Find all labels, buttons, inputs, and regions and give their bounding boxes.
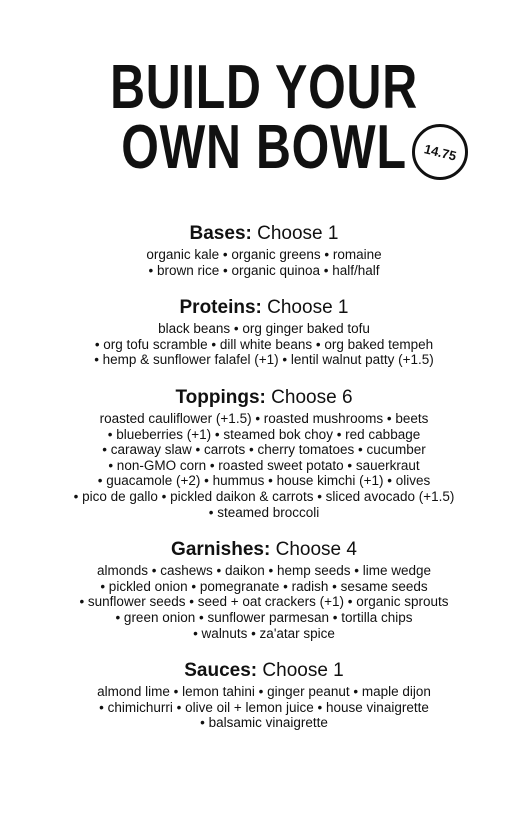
menu-section bbox=[0, 386, 528, 520]
section-label: Toppings: bbox=[175, 386, 266, 408]
menu-section bbox=[0, 659, 528, 731]
price-text: 14.75 bbox=[422, 140, 458, 164]
section-heading bbox=[0, 296, 528, 319]
section-choose-count: Choose 1 bbox=[257, 223, 339, 244]
price-badge bbox=[412, 124, 468, 180]
section-choose-count: Choose 4 bbox=[275, 539, 357, 561]
section-option-line: roasted cauliflower (+1.5) • roasted mushrooms • beets bbox=[99, 410, 429, 426]
section-heading bbox=[0, 659, 528, 682]
section-option-line: • hemp & sunflower falafel (+1) • lentil walnut patty (+1.5) bbox=[94, 352, 434, 368]
menu-sections bbox=[0, 222, 528, 749]
section-option-line: • steamed broccoli bbox=[208, 504, 320, 520]
title-line-2: OWN BOWL bbox=[121, 113, 407, 182]
section-option-line: black beans • org ginger baked tofu bbox=[158, 321, 370, 337]
section-label: Garnishes: bbox=[171, 539, 271, 561]
section-heading bbox=[0, 386, 528, 409]
section-option-line: almond lime • lemon tahini • ginger peanut • maple dijon bbox=[97, 684, 431, 700]
section-choose-count: Choose 1 bbox=[267, 297, 349, 319]
section-option-line: organic kale • organic greens • romaine bbox=[146, 247, 382, 262]
section-label: Bases: bbox=[189, 223, 252, 244]
section-heading bbox=[0, 538, 528, 561]
menu-section bbox=[0, 538, 528, 641]
page-title bbox=[58, 53, 470, 182]
section-option-line: • org tofu scramble • dill white beans • org baked tempeh bbox=[94, 336, 434, 352]
section-option-line: • balsamic vinaigrette bbox=[200, 715, 328, 731]
section-option-line: • brown rice • organic quinoa • half/half bbox=[148, 262, 380, 278]
section-option-line: • guacamole (+2) • hummus • house kimchi (+1) • olives bbox=[97, 473, 431, 489]
section-option-line: • pickled onion • pomegranate • radish • sesame seeds bbox=[100, 578, 428, 594]
section-option-line: • non-GMO corn • roasted sweet potato • sauerkraut bbox=[108, 457, 420, 473]
section-option-line: • pico de gallo • pickled daikon & carrots • sliced avocado (+1.5) bbox=[73, 488, 455, 504]
menu-section bbox=[0, 296, 528, 368]
section-label: Sauces: bbox=[184, 660, 258, 682]
section-option-line: • blueberries (+1) • steamed bok choy • red cabbage bbox=[107, 426, 421, 442]
section-label: Proteins: bbox=[179, 297, 262, 319]
section-option-line: almonds • cashews • daikon • hemp seeds • lime wedge bbox=[96, 563, 432, 579]
section-option-line: • caraway slaw • carrots • cherry tomatoes • cucumber bbox=[102, 442, 426, 458]
section-choose-count: Choose 6 bbox=[271, 386, 353, 408]
menu-section bbox=[0, 222, 528, 278]
title-line-1: BUILD YOUR bbox=[110, 53, 418, 122]
section-choose-count: Choose 1 bbox=[262, 660, 344, 682]
section-option-line: • chimichurri • olive oil + lemon juice • house vinaigrette bbox=[99, 699, 429, 715]
section-option-line: • sunflower seeds • seed + oat crackers (+1) • organic sprouts bbox=[79, 594, 449, 610]
section-option-line: • walnuts • za'atar spice bbox=[193, 625, 335, 641]
section-option-line: • green onion • sunflower parmesan • tortilla chips bbox=[115, 609, 413, 625]
section-heading bbox=[0, 222, 528, 245]
